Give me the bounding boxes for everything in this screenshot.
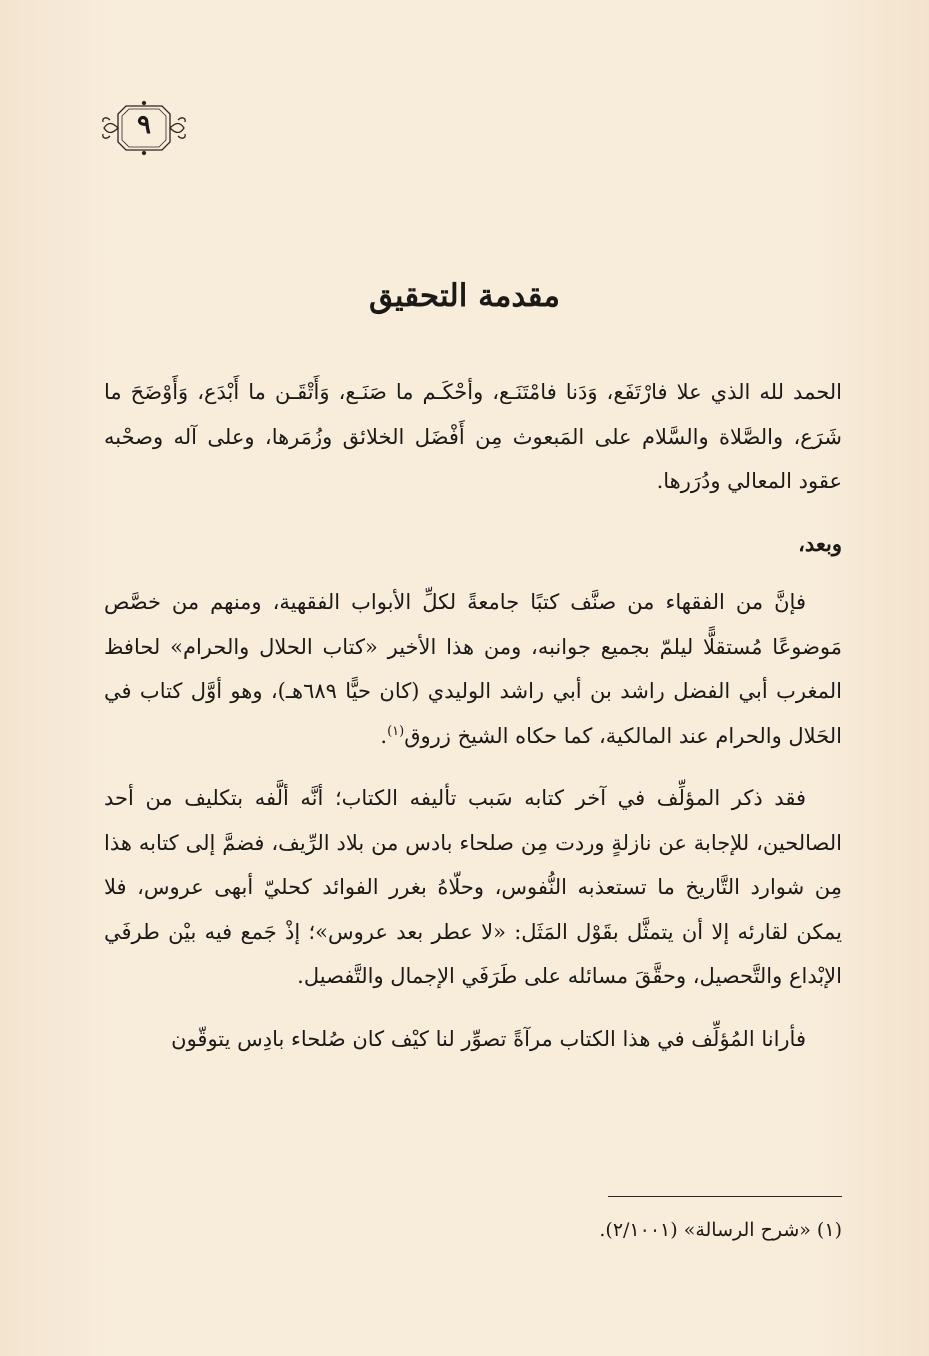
- paragraph-text: الحمد لله الذي علا فارْتَفَع، وَدَنا فامْتَنَـع، وأحْكَـم ما صَنَـع، وَأَتْقَـن ما أَبْدَع، وَأَوْضَحَ ما شَرَع، والصَّلاة والسَّلام على المَبعوث مِن أَفْضَل الخلائق وزُمَرها، وعلى آله وصحْبه عقود المعالي ودُرَرها.: [104, 380, 842, 493]
- paragraph-wa-bad: [104, 522, 842, 567]
- footnote-divider: [608, 1196, 842, 1197]
- paragraph-book-intro: فإنَّ من الفقهاء من صنَّف كتبًا جامعةً لكلِّ الأبواب الفقهية، ومنهم من خصَّص مَوضوعًا مُستقلًّا ليلمّ بجميع جوانبه، ومن هذا الأخير «كتاب الحلال والحرام» لحافظ المغرب أبي الفضل راشد بن أبي راشد الوليدي (كان حيًّا ٦٨٩هـ)، وهو أوَّل كتاب في الحَلال والحرام عند المالكية، كما حكاه الشيخ زروق$^{(١)}$.: [104, 590, 842, 748]
- paragraph-text: وبعد،: [798, 530, 842, 556]
- paragraph-text: فإنَّ من الفقهاء من صنَّف كتبًا جامعةً لكلِّ الأبواب الفقهية، ومنهم من خصَّص مَوضوعًا مُستقلًّا ليلمّ بجميع جوانبه، ومن هذا الأخير «كتاب الحلال والحرام» لحافظ المغرب أبي الفضل راشد بن أبي راشد الوليدي (كان حيًّا ٦٨٩هـ)، وهو أوَّل كتاب في الحَلال والحرام عند المالكية، كما حكاه الشيخ زروق: [104, 590, 842, 748]
- page-number: ٩: [137, 110, 151, 140]
- paragraph-text: فقد ذكر المؤلِّف في آخر كتابه سَبب تأليفه الكتاب؛ أنَّه ألَّفه بتكليف من أحد الصالحين، للإجابة عن نازلةٍ وردت مِن صلحاء بادس من بلاد الرِّيف، فضمَّ إلى كتابه هذا مِن شوارد التَّاريخ ما تستعذبه النُّفوس، وحلّاهُ بغرر الفوائد كحليّ أبهى عروس، فلا يمكن لقارئه إلا أن يتمثَّل بقَوْل المَثَل: «لا عطر بعد عروس»؛ إذْ جَمع فيه بيْن طرفَي الإبْداع والتَّحصيل، وحقَّقَ مسائله على طَرَفَي الإجمال والتَّفصيل.: [104, 786, 843, 988]
- footnote: (١) «شرح الرسالة» (٢/١٠٠١).: [599, 1219, 842, 1241]
- paragraph-opening: [104, 370, 842, 504]
- page-number-ornament: [100, 100, 188, 156]
- paragraph-continuation: [104, 1017, 842, 1062]
- main-text: [104, 370, 842, 1079]
- paragraph-text: فأرانا المُؤلِّف في هذا الكتاب مرآةً تصوِّر لنا كيْف كان صُلحاء بادِس يتوقّون: [171, 1026, 806, 1051]
- paragraph-reason: [104, 776, 842, 999]
- section-title: مقدمة التحقيق: [369, 278, 560, 314]
- footnote-reference[interactable]: (١): [387, 723, 405, 739]
